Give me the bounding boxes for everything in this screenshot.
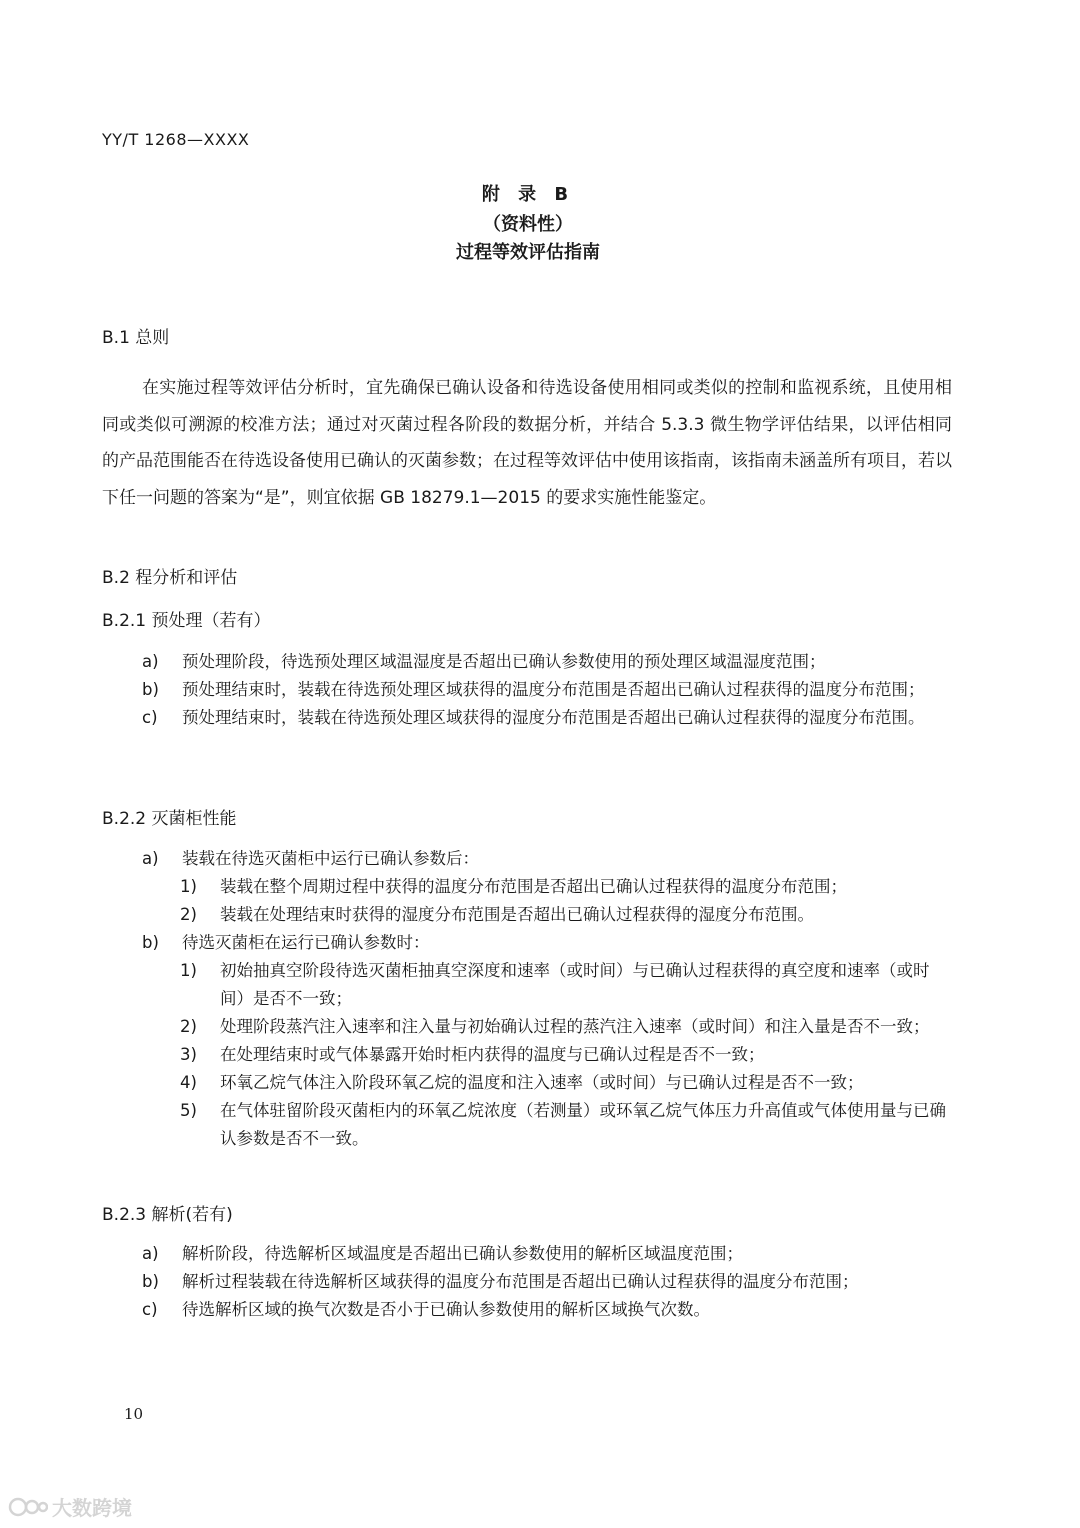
list-text: 预处理结束时，装载在待选预处理区域获得的温度分布范围是否超出已确认过程获得的温度分布范围； [182, 680, 925, 699]
list-text: 装载在待选灭菌柜中运行已确认参数后： [182, 849, 479, 868]
list-marker: 2) [180, 1017, 197, 1036]
list-item [102, 845, 952, 873]
list-text: 装载在整个周期过程中获得的温度分布范围是否超出已确认过程获得的温度分布范围； [220, 877, 847, 896]
watermark-logo-icon [8, 1496, 48, 1518]
sub-list-item [102, 1041, 952, 1069]
list-item [102, 929, 952, 957]
sub-list-item [102, 1097, 952, 1153]
section-heading-b1: B.1 总则 [102, 328, 170, 348]
list-marker: a) [142, 1244, 159, 1263]
list-text: 解析过程装载在待选解析区域获得的温度分布范围是否超出已确认过程获得的温度分布范围； [182, 1272, 859, 1291]
list-item [102, 648, 952, 676]
list-text: 在处理结束时或气体暴露开始时柜内获得的温度与已确认过程是否不一致； [220, 1045, 765, 1064]
list-text: 环氧乙烷气体注入阶段环氧乙烷的温度和注入速率（或时间）与已确认过程是否不一致； [220, 1073, 864, 1092]
list-text: 在气体驻留阶段灭菌柜内的环氧乙烷浓度（若测量）或环氧乙烷气体压力升高值或气体使用量与已确认参数是否不一致。 [220, 1101, 946, 1148]
list-text: 装载在处理结束时获得的湿度分布范围是否超出已确认过程获得的湿度分布范围。 [220, 905, 814, 924]
b21-list [102, 648, 952, 732]
watermark [8, 1492, 132, 1521]
list-item [102, 704, 952, 732]
list-text: 初始抽真空阶段待选灭菌柜抽真空深度和速率（或时间）与已确认过程获得的真空度和速率（或时间）是否不一致； [220, 961, 930, 1008]
section-heading-b23: B.2.3 解析(若有) [102, 1205, 233, 1225]
list-item [102, 1296, 952, 1324]
list-marker: c) [142, 1300, 158, 1319]
section-heading-b22: B.2.2 灭菌柜性能 [102, 809, 237, 829]
section-heading-b21: B.2.1 预处理（若有） [102, 611, 271, 631]
list-marker: b) [142, 680, 159, 699]
watermark-text: 大数跨境 [52, 1496, 132, 1520]
list-marker: 4) [180, 1073, 197, 1092]
list-text: 处理阶段蒸汽注入速率和注入量与初始确认过程的蒸汽注入速率（或时间）和注入量是否不一致； [220, 1017, 930, 1036]
sub-list-item [102, 1013, 952, 1041]
document-code: YY/T 1268—XXXX [102, 130, 250, 149]
section-heading-b2: B.2 程分析和评估 [102, 568, 238, 588]
list-text: 预处理阶段，待选预处理区域温湿度是否超出已确认参数使用的预处理区域温湿度范围； [182, 652, 826, 671]
list-marker: 1) [180, 961, 197, 980]
list-text: 解析阶段，待选解析区域温度是否超出已确认参数使用的解析区域温度范围； [182, 1244, 743, 1263]
list-marker: a) [142, 652, 159, 671]
list-marker: c) [142, 708, 158, 727]
list-item [102, 676, 952, 704]
list-marker: b) [142, 1272, 159, 1291]
sub-list-item [102, 901, 952, 929]
sub-list-item [102, 1069, 952, 1097]
b1-paragraph: 在实施过程等效评估分析时，宜先确保已确认设备和待选设备使用相同或类似的控制和监视系统，且使用相同或类似可溯源的校准方法；通过对灭菌过程各阶段的数据分析，并结合 5.3.3 微生物学评估结果，以评估相同的产品范围能否在待选设备使用已确认的灭菌参数；在过程等效评估中使用该指南，该指南未涵盖所有项目，若以下任一问题的答案为“是”，则宜依据 GB 18279.1—2015 的要求实施性能鉴定。 [102, 378, 952, 508]
sub-list-item [102, 873, 952, 901]
list-marker: a) [142, 849, 159, 868]
annex-name: 过程等效评估指南 [456, 242, 600, 263]
list-item [102, 1240, 952, 1268]
annex-title: 附 录 B [481, 184, 575, 205]
list-marker: b) [142, 933, 159, 952]
annex-type: （资料性） [483, 214, 573, 235]
list-text: 预处理结束时，装载在待选预处理区域获得的湿度分布范围是否超出已确认过程获得的湿度分布范围。 [182, 708, 925, 727]
list-marker: 5) [180, 1101, 197, 1120]
list-marker: 2) [180, 905, 197, 924]
list-text: 待选解析区域的换气次数是否小于已确认参数使用的解析区域换气次数。 [182, 1300, 710, 1319]
sub-list-item [102, 957, 952, 1013]
b22-list [102, 845, 952, 1153]
list-text: 待选灭菌柜在运行已确认参数时： [182, 933, 430, 952]
page-number: 10 [124, 1405, 144, 1423]
list-item [102, 1268, 952, 1296]
b23-list [102, 1240, 952, 1324]
list-marker: 3) [180, 1045, 197, 1064]
list-marker: 1) [180, 877, 197, 896]
